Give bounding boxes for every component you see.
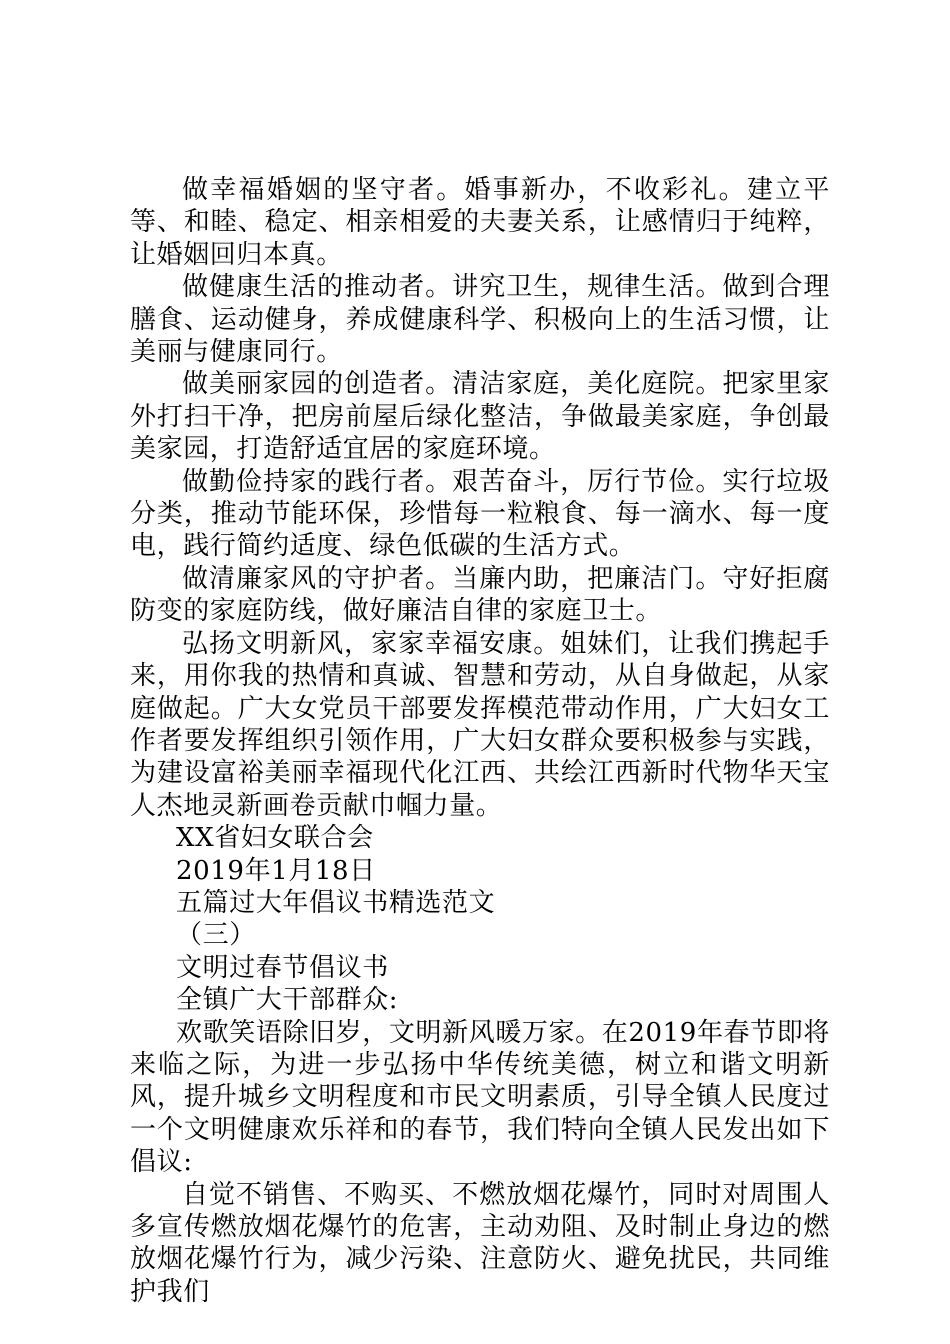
collection-title: 五篇过大年倡议书精选范文	[176, 887, 496, 918]
document-page	[130, 174, 830, 1308]
paragraph-fireworks: 自觉不销售、不购买、不燃放烟花爆竹，同时对周围人多宣传燃放烟花爆竹的危害，主动劝阻、及时制止身边的燃放烟花爆竹行为，减少污染、注意防火、避免扰民，共同维护我们	[130, 1179, 830, 1307]
salutation: 全镇广大干部群众:	[176, 985, 399, 1016]
paragraph-closing-call: 弘扬文明新风，家家幸福安康。姐妹们，让我们携起手来，用你我的热情和真诚、智慧和劳动，从自身做起，从家庭做起。广大女党员干部要发挥模范带动作用，广大妇女工作者要发挥组织引领作用，广大妇女群众要积极参与实践，为建设富裕美丽幸福现代化江西、共绘江西新时代物华天宝人杰地灵新画卷贡献巾帼力量。	[130, 628, 830, 821]
paragraph-healthy-living: 做健康生活的推动者。讲究卫生，规律生活。做到合理膳食、运动健身，养成健康科学、积极向上的生活习惯，让美丽与健康同行。	[130, 272, 830, 368]
signature: XX省妇女联合会	[176, 823, 374, 854]
paragraph-clean-family-style: 做清廉家风的守护者。当廉内助，把廉洁门。守好拒腐防变的家庭防线，做好廉洁自律的家庭卫士。	[130, 563, 830, 627]
paragraph-beautiful-home: 做美丽家园的创造者。清洁家庭，美化庭院。把家里家外打扫干净，把房前屋后绿化整洁，争做最美家庭，争创最美家园，打造舒适宜居的家庭环境。	[130, 369, 830, 465]
paragraph-happy-marriage: 做幸福婚姻的坚守者。婚事新办，不收彩礼。建立平等、和睦、稳定、相亲相爱的夫妻关系，让感情归于纯粹，让婚姻回归本真。	[130, 175, 830, 270]
section-number: （三）	[176, 920, 256, 951]
letter-title: 文明过春节倡议书	[176, 952, 389, 983]
date: 2019年1月18日	[176, 855, 376, 886]
paragraph-spring-festival-intro: 欢歌笑语除旧岁，文明新风暖万家。在2019年春节即将来临之际，为进一步弘扬中华传统美德，树立和谐文明新风，提升城乡文明程度和市民文明素质，引导全镇人民度过一个文明健康欢乐祥和的春节，我们特向全镇人民发出如下倡议:	[130, 1017, 830, 1178]
paragraph-thrifty-household: 做勤俭持家的践行者。艰苦奋斗，厉行节俭。实行垃圾分类，推动节能环保，珍惜每一粒粮食、每一滴水、每一度电，践行简约适度、绿色低碳的生活方式。	[130, 466, 830, 562]
